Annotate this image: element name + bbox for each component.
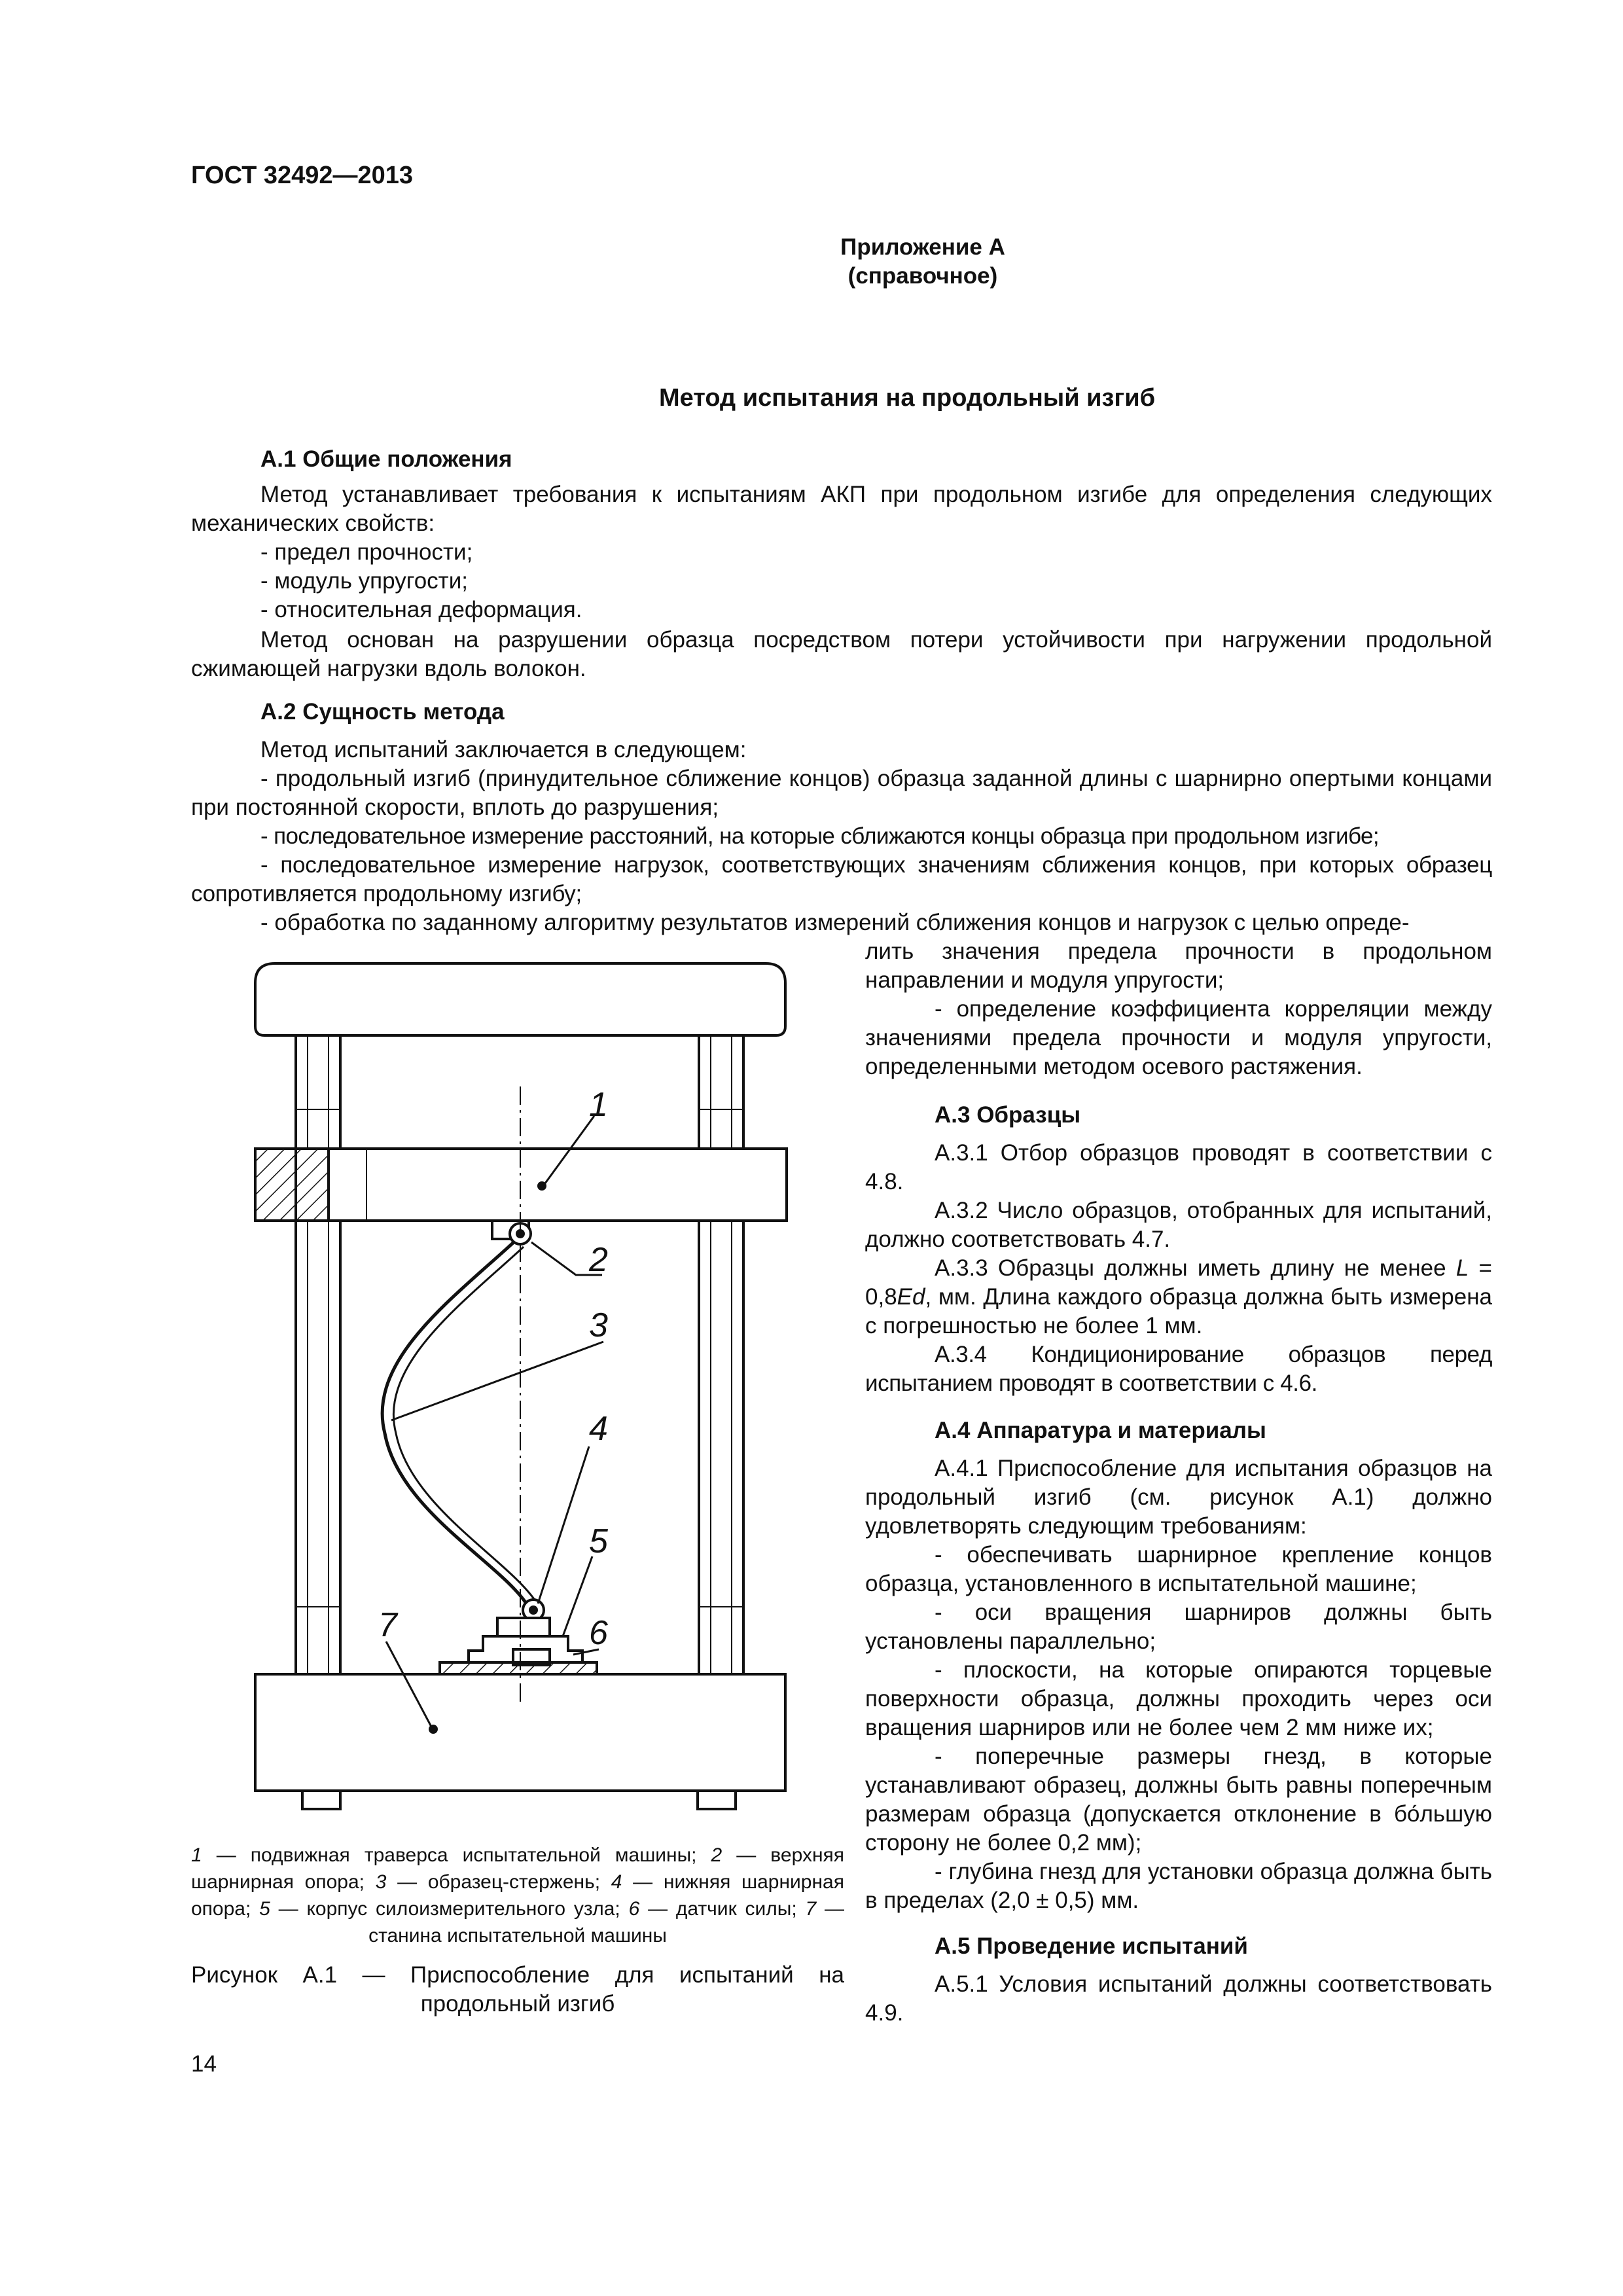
specimen-rod xyxy=(382,1242,529,1607)
paragraph-a3-1: А.3.1 Отбор образцов проводят в соответствии с 4.8. xyxy=(865,1140,1492,1194)
section-heading-a3: А.3 Образцы xyxy=(935,1102,1081,1128)
crosshead-hatch-end xyxy=(255,1149,329,1221)
figure-label-3: 3 xyxy=(589,1306,608,1344)
list-item-a2-4b: лить значения предела прочности в продольном направлении и модуля упругости; xyxy=(865,939,1492,993)
standard-id: ГОСТ 32492—2013 xyxy=(191,162,414,189)
main-title: Метод испытания на продольный изгиб xyxy=(658,384,1156,412)
list-item-a1-3: - относительная деформация. xyxy=(260,597,582,622)
page-number: 14 xyxy=(191,2051,217,2077)
appendix-title: Приложение А xyxy=(840,234,1005,260)
list-item-a4-4: - поперечные размеры гнезд, в которые устанавливают образец, должны быть равны поперечным размерам образца (допускается отклонение в бо́льшую сторону не более 0,2 мм); xyxy=(865,1744,1492,1856)
list-item-a2-3: - последовательное измерение нагрузок, соответствующих значениям сближения концов, при которых образец сопротивляется продольному изгибу; xyxy=(191,852,1492,906)
paragraph-a3-3: А.3.3 Образцы должны иметь длину не менее L = 0,8Ed, мм. Длина каждого образца должна быть измерена с погрешностью не более 1 мм. xyxy=(865,1255,1492,1338)
section-heading-a2: А.2 Сущность метода xyxy=(260,699,505,725)
list-item-a2-5: - определение коэффициента корреляции между значениями предела прочности и модуля упругости, определенными методом осевого растяжения. xyxy=(865,996,1492,1079)
list-item-a1-1: - предел прочности; xyxy=(260,539,473,565)
section-heading-a5: А.5 Проведение испытаний xyxy=(935,1933,1248,1959)
foot-right xyxy=(698,1791,736,1809)
foot-left xyxy=(302,1791,340,1809)
right-column xyxy=(699,1035,743,1690)
paragraph-a3-4: А.3.4 Кондиционирование образцов перед испытанием проводят в соответствии с 4.6. xyxy=(865,1342,1492,1396)
figure-label-5: 5 xyxy=(589,1522,608,1560)
top-frame xyxy=(255,963,785,1035)
paragraph-a5-1: А.5.1 Условия испытаний должны соответствовать 4.9. xyxy=(865,1971,1492,2026)
figure-label-2: 2 xyxy=(589,1241,608,1279)
section-heading-a4: А.4 Аппаратура и материалы xyxy=(935,1418,1266,1443)
list-item-a4-2: - оси вращения шарниров должны быть установлены параллельно; xyxy=(865,1600,1492,1654)
paragraph-a2-intro: Метод испытаний заключается в следующем: xyxy=(260,737,747,762)
list-item-a4-1: - обеспечивать шарнирное крепление концов образца, установленного в испытательной машине; xyxy=(865,1542,1492,1596)
paragraph-a4-1: А.4.1 Приспособление для испытания образцов на продольный изгиб (см. рисунок А.1) должно удовлетворять следующим требованиям: xyxy=(865,1456,1492,1539)
section-heading-a1: А.1 Общие положения xyxy=(260,446,512,472)
list-item-a4-3: - плоскости, на которые опираются торцевые поверхности образца, должны проходить через оси вращения шарниров или не более чем 2 мм ниже их; xyxy=(865,1657,1492,1740)
figure-label-4: 4 xyxy=(589,1410,608,1448)
figure-label-7: 7 xyxy=(378,1606,397,1644)
figure-caption: Рисунок А.1 — Приспособление для испытаний на продольный изгиб xyxy=(191,1962,844,2017)
paragraph-a1-basis: Метод основан на разрушении образца посредством потери устойчивости при нагружении продольной сжимающей нагрузки вдоль волокон. xyxy=(191,627,1492,681)
figure-legend: 1 — подвижная траверса испытательной машины; 2 — верхняя шарнирная опора; 3 — образец-стержень; 4 — нижняя шарнирная опора; 5 — корпус силоизмерительного узла; 6 — датчик силы; 7 — станина испытательной машины xyxy=(191,1844,845,1946)
list-item-a2-4a: - обработка по заданному алгоритму результатов измерений сближения концов и нагрузок с целью опреде- xyxy=(260,910,1410,935)
list-item-a1-2: - модуль упругости; xyxy=(260,568,468,594)
list-item-a4-5: - глубина гнезд для установки образца должна быть в пределах (2,0 ± 0,5) мм. xyxy=(865,1859,1492,1913)
appendix-subtitle: (справочное) xyxy=(847,263,998,289)
figure-label-1: 1 xyxy=(589,1086,608,1124)
paragraph-a1-intro: Метод устанавливает требования к испытаниям АКП при продольном изгибе для определения следующих механических свойств: xyxy=(191,482,1492,536)
list-item-a2-1: - продольный изгиб (принудительное сближение концов) образца заданной длины с шарнирно опертыми концами при постоянной скорости, вплоть до разрушения; xyxy=(191,766,1492,820)
figure-label-6: 6 xyxy=(589,1614,608,1652)
list-item-a2-2: - последовательное измерение расстояний, на которые сближаются концы образца при продольном изгибе; xyxy=(260,823,1380,849)
paragraph-a3-2: А.3.2 Число образцов, отобранных для испытаний, должно соответствовать 4.7. xyxy=(865,1198,1492,1252)
left-column xyxy=(296,1035,340,1690)
lower-support-block xyxy=(497,1618,550,1636)
